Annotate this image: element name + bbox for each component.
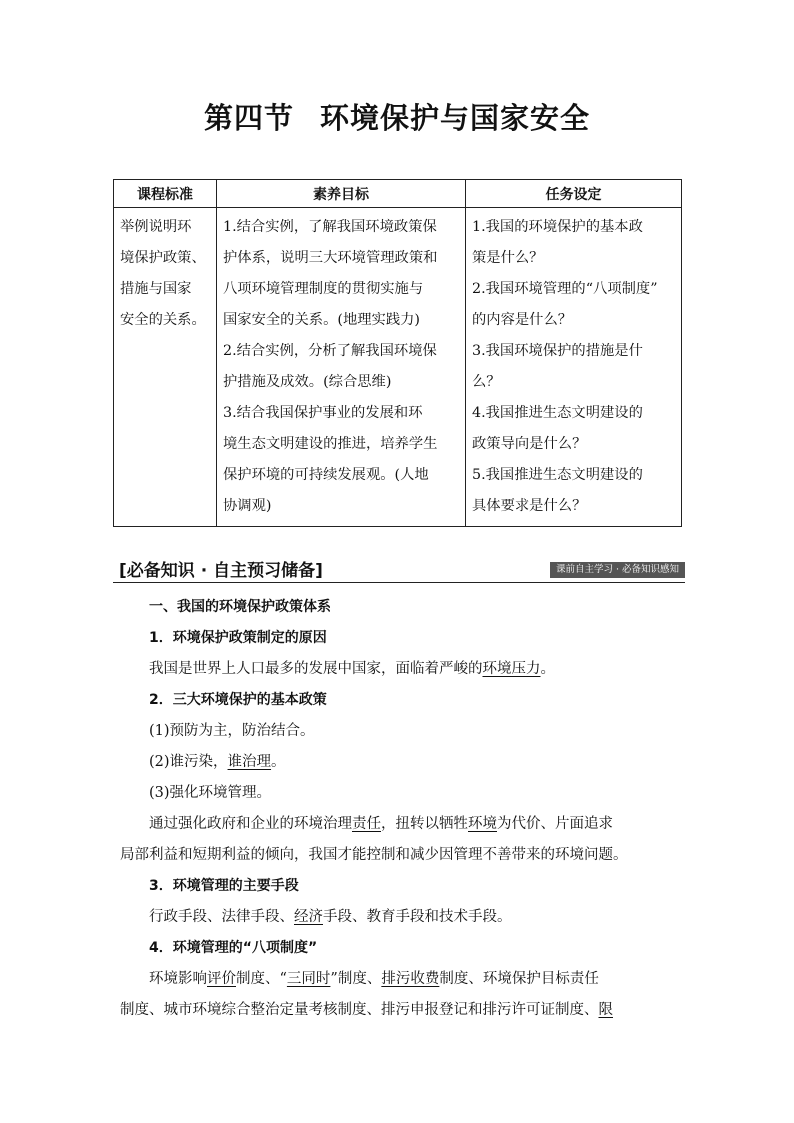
header-tasks: 任务设定 bbox=[466, 180, 682, 208]
answer-blank: 环境 bbox=[468, 816, 497, 832]
section-tag: 课前自主学习 · 必备知识感知 bbox=[550, 562, 685, 578]
text: 手段、教育手段和技术手段。 bbox=[323, 909, 512, 925]
section-name: 环境保护与国家安全 bbox=[320, 101, 591, 135]
curriculum-table bbox=[113, 179, 682, 527]
text: (2)谁污染， bbox=[149, 754, 228, 770]
task-line: 策是什么？ bbox=[472, 250, 544, 266]
task-line: 具体要求是什么？ bbox=[472, 498, 587, 514]
paragraph-eight-systems bbox=[113, 964, 685, 995]
page-title bbox=[0, 96, 794, 137]
answer-blank: 排污收费 bbox=[381, 971, 440, 987]
answer-blank: 责任 bbox=[352, 816, 381, 832]
task-line: 1.我国的环境保护的基本政 bbox=[472, 219, 643, 235]
policy-item bbox=[113, 747, 685, 778]
goal-line: 3.结合我国保护事业的发展和环 bbox=[223, 405, 423, 421]
task-line: 2.我国环境管理的“八项制度” bbox=[472, 281, 658, 297]
text: 制度、城市环境综合整治定量考核制度、排污申报登记和排污许可证制度、 bbox=[120, 1002, 599, 1018]
section-title: [必备知识 · 自主预习储备] bbox=[119, 561, 323, 581]
answer-blank: 评价 bbox=[207, 971, 236, 987]
text: 行政手段、法律手段、 bbox=[149, 909, 294, 925]
goal-line: 护措施及成效。(综合思维) bbox=[223, 374, 392, 390]
section-number: 第四节 bbox=[203, 101, 294, 135]
goal-line: 国家安全的关系。(地理实践力) bbox=[223, 312, 421, 328]
text: 通过强化政府和企业的环境治理 bbox=[149, 816, 352, 832]
goal-line: 1.结合实例，了解我国环境政策保 bbox=[223, 219, 437, 235]
paragraph-management-cont: 局部利益和短期利益的倾向，我国才能控制和减少因管理不善带来的环境问题。 bbox=[120, 847, 628, 863]
answer-blank: 三同时 bbox=[286, 971, 331, 987]
goal-line: 2.结合实例，分析了解我国环境保 bbox=[223, 343, 437, 359]
goal-line: 八项环境管理制度的贯彻实施与 bbox=[223, 281, 424, 297]
text: 为代价、片面追求 bbox=[497, 816, 613, 832]
answer-blank: 经济 bbox=[294, 909, 323, 925]
goal-line: 协调观) bbox=[223, 498, 272, 514]
subheading-means: 3．环境管理的主要手段 bbox=[149, 878, 299, 894]
text: ”制度、 bbox=[330, 971, 382, 987]
task-line: 5.我国推进生态文明建设的 bbox=[472, 467, 643, 483]
answer-blank: 限 bbox=[598, 1002, 613, 1018]
text: 。 bbox=[540, 661, 555, 677]
paragraph-management bbox=[113, 809, 685, 840]
task-line: 4.我国推进生态文明建设的 bbox=[472, 405, 643, 421]
content-body bbox=[113, 592, 685, 1026]
answer-blank: 谁治理 bbox=[227, 754, 272, 770]
subheading-eight-systems: 4．环境管理的“八项制度” bbox=[149, 940, 318, 956]
text: ，扭转以牺牲 bbox=[381, 816, 468, 832]
task-line: 的内容是什么？ bbox=[472, 312, 573, 328]
table-row bbox=[114, 208, 682, 527]
goal-line: 保护环境的可持续发展观。(人地 bbox=[223, 467, 429, 483]
answer-blank: 环境压力 bbox=[482, 661, 541, 677]
subheading-reasons: 1．环境保护政策制定的原因 bbox=[149, 630, 327, 646]
standard-line: 安全的关系。 bbox=[120, 312, 206, 328]
text: 环境影响 bbox=[149, 971, 207, 987]
table-header-row bbox=[114, 180, 682, 208]
header-goals: 素养目标 bbox=[217, 180, 466, 208]
text: 。 bbox=[271, 754, 286, 770]
header-standard: 课程标准 bbox=[114, 180, 217, 208]
heading-policy-system: 一、我国的环境保护政策体系 bbox=[149, 599, 331, 615]
subheading-basic-policies: 2．三大环境保护的基本政策 bbox=[149, 692, 327, 708]
goal-line: 护体系，说明三大环境管理政策和 bbox=[223, 250, 438, 266]
standard-line: 举例说明环 bbox=[120, 219, 192, 235]
goal-line: 境生态文明建设的推进，培养学生 bbox=[223, 436, 438, 452]
section-header bbox=[113, 556, 685, 583]
standard-line: 措施与国家 bbox=[120, 281, 192, 297]
goals-cell bbox=[217, 208, 466, 527]
standard-cell bbox=[114, 208, 217, 527]
paragraph-reasons bbox=[113, 654, 685, 685]
policy-item: (1)预防为主，防治结合。 bbox=[149, 723, 315, 739]
text: 制度、“ bbox=[236, 971, 287, 987]
policy-item: (3)强化环境管理。 bbox=[149, 785, 272, 801]
text: 制度、环境保护目标责任 bbox=[439, 971, 599, 987]
task-line: 么？ bbox=[472, 374, 501, 390]
text: 我国是世界上人口最多的发展中国家，面临着严峻的 bbox=[149, 661, 483, 677]
tasks-cell bbox=[466, 208, 682, 527]
paragraph-means bbox=[113, 902, 685, 933]
paragraph-eight-systems-cont bbox=[113, 995, 685, 1026]
task-line: 3.我国环境保护的措施是什 bbox=[472, 343, 643, 359]
standard-line: 境保护政策、 bbox=[120, 250, 206, 266]
task-line: 政策导向是什么？ bbox=[472, 436, 587, 452]
